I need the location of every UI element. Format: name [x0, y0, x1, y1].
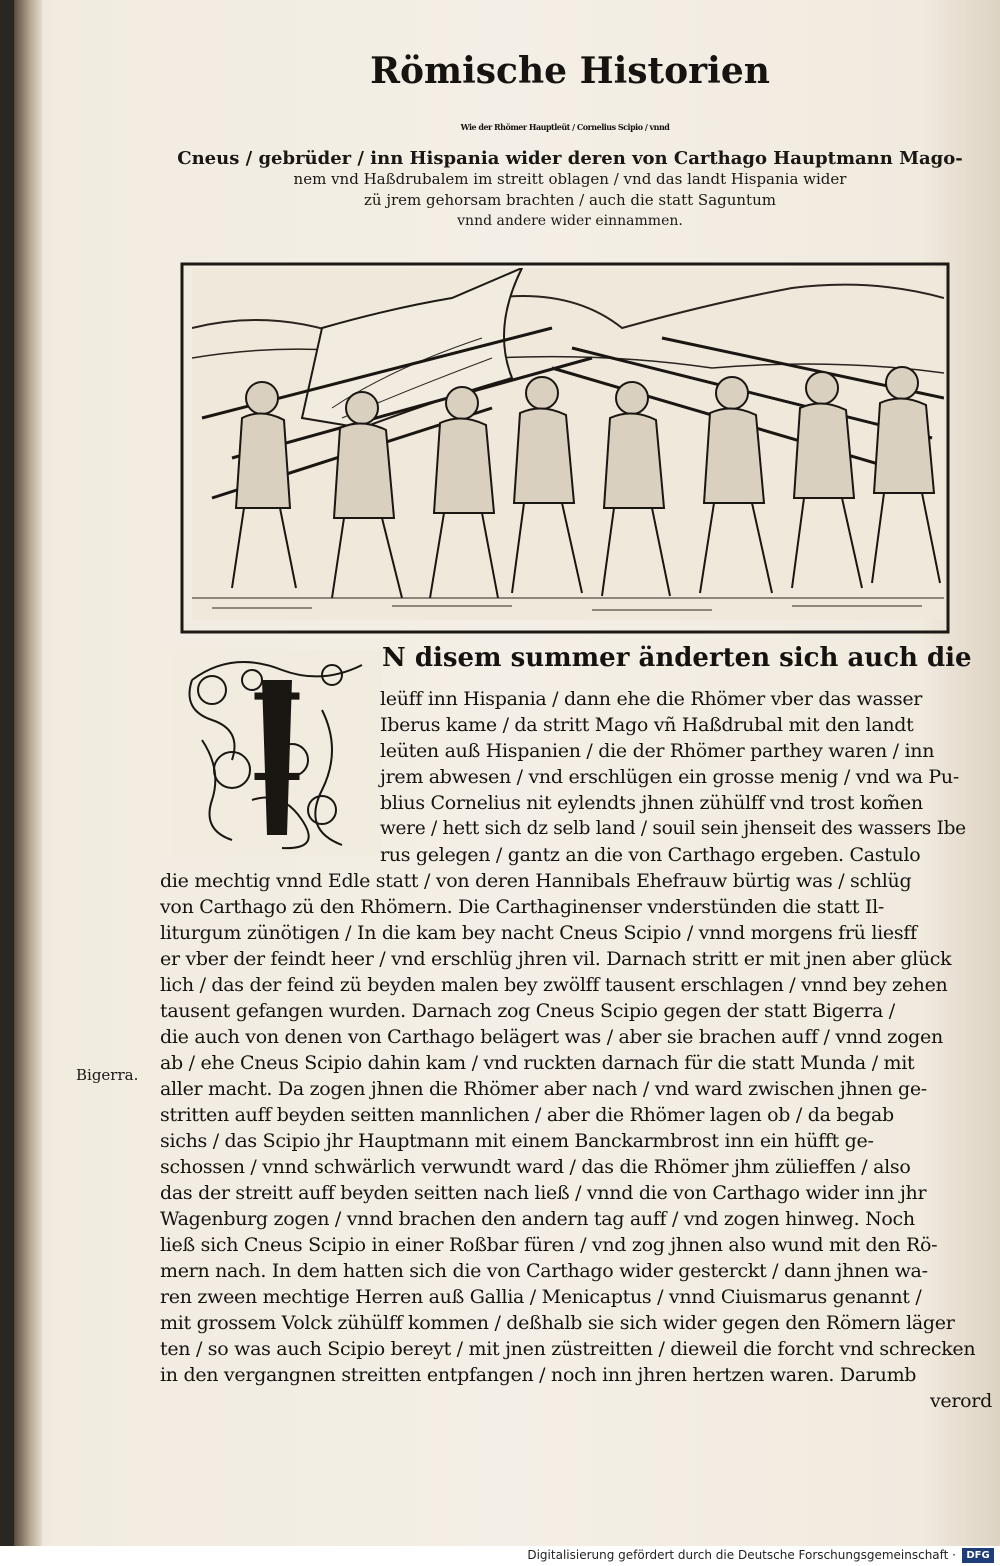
body-line: die auch von denen von Carthago belägert was / aber sie brachen auff / vnnd zogen — [160, 1026, 943, 1048]
body-line: leüten auß Hispanien / die der Rhömer parthey waren / inn — [380, 740, 935, 762]
body-line: tausent gefangen wurden. Darnach zog Cneus Scipio gegen der statt Bigerra / — [160, 1000, 895, 1022]
body-line: er vber der feindt heer / vnd erschlüg jhren vil. Darnach stritt er mit jnen aber glück — [160, 948, 952, 970]
subtitle-line: Cneus / gebrüder / inn Hispania wider deren von Carthago Hauptmann Mago- — [177, 148, 963, 169]
body-line: ließ sich Cneus Scipio in einer Roßbar füren / vnd zog jhnen also wund mit den Rö- — [160, 1234, 938, 1256]
body-line: rus gelegen / gantz an die von Carthago ergeben. Castulo — [380, 844, 921, 866]
body-line: stritten auff beyden seitten mannlichen / aber die Rhömer lagen ob / da begab — [160, 1104, 894, 1126]
subtitle-line: zü jrem gehorsam brachten / auch die statt Saguntum — [364, 191, 776, 209]
body-line: liturgum zünötigen / In die kam bey nacht Cneus Scipio / vnnd morgens frü liesff — [160, 922, 917, 944]
body-line: schossen / vnnd schwärlich verwundt ward / das die Rhömer jhm zülieffen / also — [160, 1156, 911, 1178]
decorated-initial-letter — [172, 650, 382, 855]
body-line: mit grossem Volck zühülff kommen / deßhalb sie sich wider gegen den Römern läger — [160, 1312, 955, 1334]
dfg-logo: DFG — [962, 1548, 994, 1563]
footer-credit: Digitalisierung gefördert durch die Deutsche Forschungsgemeinschaft · — [527, 1548, 956, 1562]
body-line: mern nach. In dem hatten sich die von Carthago wider gesterckt / dann jhnen wa- — [160, 1260, 928, 1282]
chapter-title: Wie der Rhömer Hauptleüt / Cornelius Scipio / vnnd — [460, 122, 670, 132]
margin-note: Bigerra. — [76, 1066, 139, 1084]
body-line: ren zween mechtige Herren auß Gallia / Menicaptus / vnnd Ciuismarus genannt / — [160, 1286, 922, 1308]
body-line: leüff inn Hispania / dann ehe die Rhömer vber das wasser — [380, 688, 923, 710]
svg-text:I: I — [248, 668, 306, 809]
subtitle-line: nem vnd Haßdrubalem im streitt oblagen / vnd das landt Hispania wider — [293, 170, 847, 188]
body-line: von Carthago zü den Rhömern. Die Carthaginenser vnderstünden die statt Il- — [160, 896, 885, 918]
body-line: die mechtig vnnd Edle statt / von deren Hannibals Ehefrauw bürtig was / schlüg — [160, 870, 912, 892]
chapter-subtitle — [170, 148, 970, 232]
body-line: Wagenburg zogen / vnnd brachen den andern tag auff / vnd zogen hinweg. Noch — [160, 1208, 915, 1230]
woodcut-soldiers-illustration — [192, 268, 944, 620]
body-line: in den vergangnen streitten entpfangen / noch inn jhren hertzen waren. Darumb — [160, 1364, 917, 1386]
running-head: Römische Historien — [370, 50, 770, 92]
subtitle-line: vnnd andere wider einnammen. — [457, 213, 683, 229]
book-spine — [14, 0, 42, 1546]
body-line: blius Cornelius nit eylendts jhnen zühülff vnd trost kom̃en — [380, 792, 923, 814]
body-line: das der streitt auff beyden seitten nach ließ / vnnd die von Carthago wider inn jhr — [160, 1182, 927, 1204]
body-line: ab / ehe Cneus Scipio dahin kam / vnd ruckten darnach für die statt Munda / mit — [160, 1052, 915, 1074]
footer-bar — [0, 1546, 1000, 1566]
body-line: sichs / das Scipio jhr Hauptmann mit einem Banckarmbrost inn ein hüfft ge- — [160, 1130, 874, 1152]
body-line: ten / so was auch Scipio bereyt / mit jnen züstreitten / dieweil die forcht vnd schrecken — [160, 1338, 976, 1360]
body-line: were / hett sich dz selb land / souil sein jhenseit des wassers Ibe — [380, 818, 966, 839]
body-line: aller macht. Da zogen jhnen die Rhömer aber nach / vnd ward zwischen jhnen ge- — [160, 1078, 927, 1100]
body-line: jrem abwesen / vnd erschlügen ein grosse menig / vnd wa Pu- — [380, 766, 959, 788]
body-line: lich / das der feind zü beyden malen bey zwölff tausent erschlagen / vnnd bey zehen — [160, 974, 948, 996]
body-line: Iberus kame / da stritt Mago vñ Haßdrubal mit den landt — [380, 714, 914, 736]
catchword: verord — [930, 1390, 992, 1412]
body-line: N disem summer änderten sich auch die — [382, 643, 972, 673]
